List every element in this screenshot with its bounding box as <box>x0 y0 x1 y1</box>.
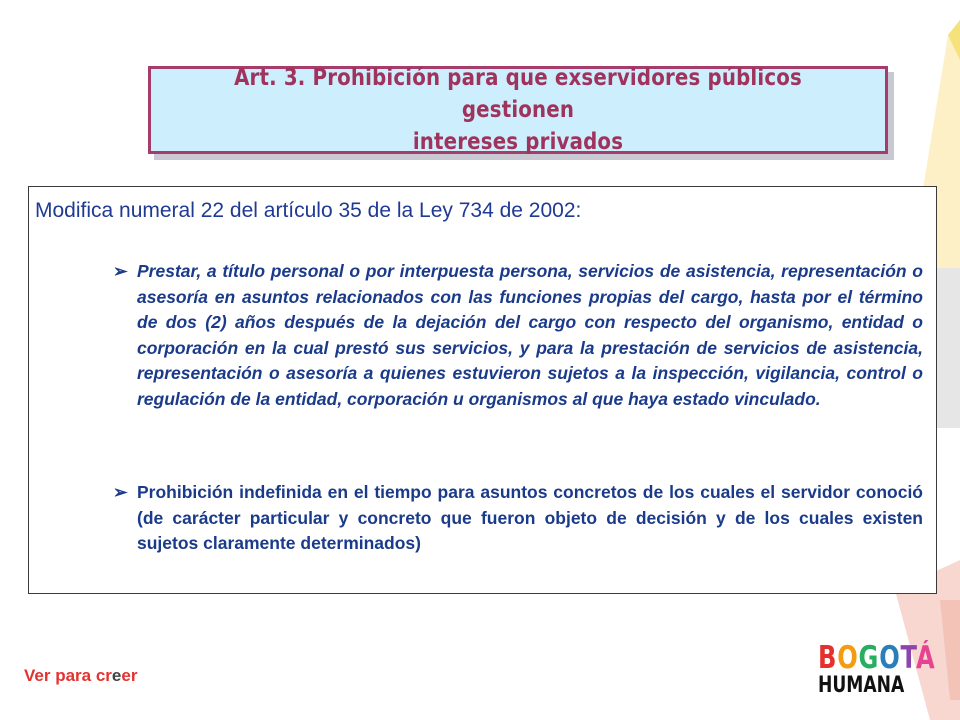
arrow-bullet-icon: ➢ <box>113 482 128 502</box>
bogota-humana-logo <box>818 640 936 702</box>
bullet-item <box>113 480 923 557</box>
content-box <box>28 186 937 594</box>
logo-bottom-text: HUMANA <box>818 673 905 698</box>
slogan <box>24 666 137 686</box>
bullet-text: Prohibición indefinida en el tiempo para asuntos concretos de los cuales el servidor conoció (de carácter particular y concreto que fueron objeto de decisión y de los cuales existen sujetos claramente determinados) <box>137 482 923 553</box>
bullet-text: Prestar, a título personal o por interpuesta persona, servicios de asistencia, representación o asesoría en asuntos relacionados con las funciones propias del cargo, hasta por el término de dos (2) años después de la dejación del cargo con respecto del organismo, entidad o corporación en la cual prestó sus servicios, y para la prestación de servicios de asistencia, representación o asesoría a quienes estuvieron sujetos a la inspección, vigilancia, control o regulación de la entidad, corporación u organismos al que haya estado vinculado. <box>137 261 923 409</box>
slide-title-line1: Art. 3. Prohibición para que exservidores públicos gestionen <box>234 65 802 123</box>
bullet-item <box>113 259 923 412</box>
logo-top-text: BOGOTÁ <box>818 640 936 676</box>
slogan-part1: Ver para cr <box>24 666 112 685</box>
intro-text: Modifica numeral 22 del artículo 35 de la Ley 734 de 2002: <box>35 199 582 222</box>
slide-title-line2: intereses privados <box>412 129 624 155</box>
arrow-bullet-icon: ➢ <box>113 261 128 281</box>
slide-title-box <box>148 66 888 154</box>
slogan-part2: er <box>121 666 138 685</box>
slogan-e: e <box>111 666 122 685</box>
slide-title <box>202 62 833 158</box>
